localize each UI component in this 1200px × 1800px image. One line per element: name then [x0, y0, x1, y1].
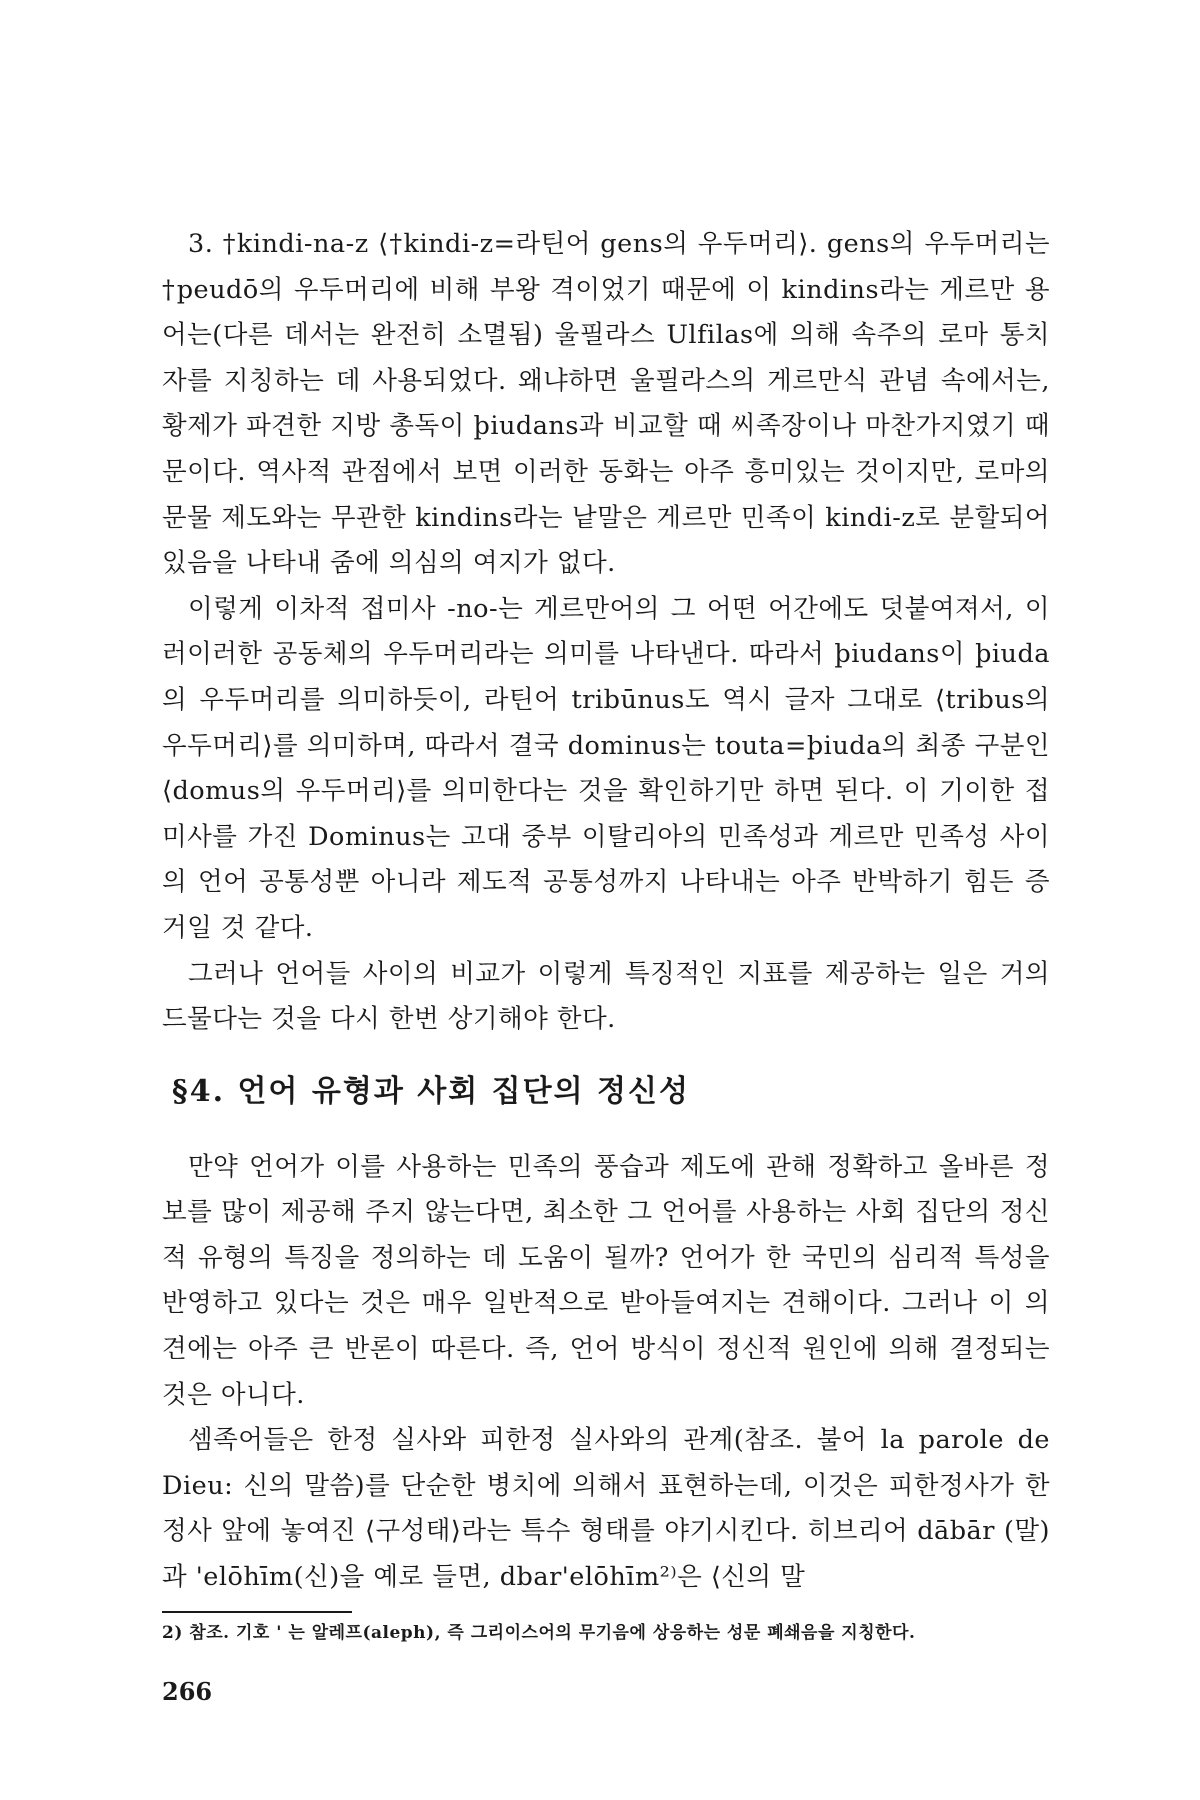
paragraph-semitic: 셈족어들은 한정 실사와 피한정 실사와의 관계(참조. 불어 la parole de Dieu: 신의 말씀)를 단순한 병치에 의해서 표현하는데, 이것은 피한정사가 한정사 앞에 놓여진 ⟨구성태⟩라는 특수 형태를 야기시킨다. 히브리어 dābār (말)과 'elōhīm(신)을 예로 들면, dbar'elōhīm²⁾은 ⟨신의 말 — [162, 1425, 1050, 1593]
paragraph-comparison: 그러나 언어들 사이의 비교가 이렇게 특징적인 지표를 제공하는 일은 거의 드물다는 것을 다시 한번 상기해야 한다. — [162, 958, 1050, 1035]
body-text — [162, 222, 1050, 1601]
paragraph-language-type: 만약 언어가 이를 사용하는 민족의 풍습과 제도에 관해 정확하고 올바른 정보를 많이 제공해 주지 않는다면, 최소한 그 언어를 사용하는 사회 집단의 정신적 유형의 특징을 정의하는 데 도움이 될까? 언어가 한 국민의 심리적 특성을 반영하고 있다는 것은 매우 일반적으로 받아들여지는 견해이다. 그러나 이 의견에는 아주 큰 반론이 따른다. 즉, 언어 방식이 정신적 원인에 의해 결정되는 것은 아니다. — [162, 1151, 1050, 1410]
footnote: 2) 참조. 기호 ' 는 알레프(aleph), 즉 그리이스어의 무기음에 상응하는 성문 폐쇄음을 지칭한다. — [162, 1623, 916, 1643]
page-number: 266 — [162, 1677, 213, 1706]
footnote-divider — [162, 1611, 352, 1613]
section-heading: §4. 언어 유형과 사회 집단의 정신성 — [172, 1073, 690, 1109]
paragraph-suffix-no: 이렇게 이차적 접미사 -no-는 게르만어의 그 어떤 어간에도 덧붙여져서, 이러이러한 공동체의 우두머리라는 의미를 나타낸다. 따라서 þiudans이 þiuda의 우두머리를 의미하듯이, 라틴어 tribūnus도 역시 글자 그대로 ⟨tribus의 우두머리⟩를 의미하며, 따라서 결국 dominus는 touta=þiuda의 최종 구분인 ⟨domus의 우두머리⟩를 의미한다는 것을 확인하기만 하면 된다. 이 기이한 접미사를 가진 Dominus는 고대 중부 이탈리아의 민족성과 게르만 민족성 사이의 언어 공통성뿐 아니라 제도적 공통성까지 나타내는 아주 반박하기 힘든 증거일 것 같다. — [162, 593, 1050, 943]
paragraph-kindinaz: 3. †kindi-na-z ⟨†kindi-z=라틴어 gens의 우두머리⟩. gens의 우두머리는 †peudō의 우두머리에 비해 부왕 격이었기 때문에 이 kindins라는 게르만 용어는(다른 데서는 완전히 소멸됨) 울필라스 Ulfilas에 의해 속주의 로마 통치자를 지칭하는 데 사용되었다. 왜냐하면 울필라스의 게르만식 관념 속에서는, 황제가 파견한 지방 총독이 þiudans과 비교할 때 씨족장이나 마찬가지였기 때문이다. 역사적 관점에서 보면 이러한 동화는 아주 흥미있는 것이지만, 로마의 문물 제도와는 무관한 kindins라는 낱말은 게르만 민족이 kindi-z로 분할되어 있음을 나타내 줌에 의심의 여지가 없다. — [162, 229, 1050, 579]
